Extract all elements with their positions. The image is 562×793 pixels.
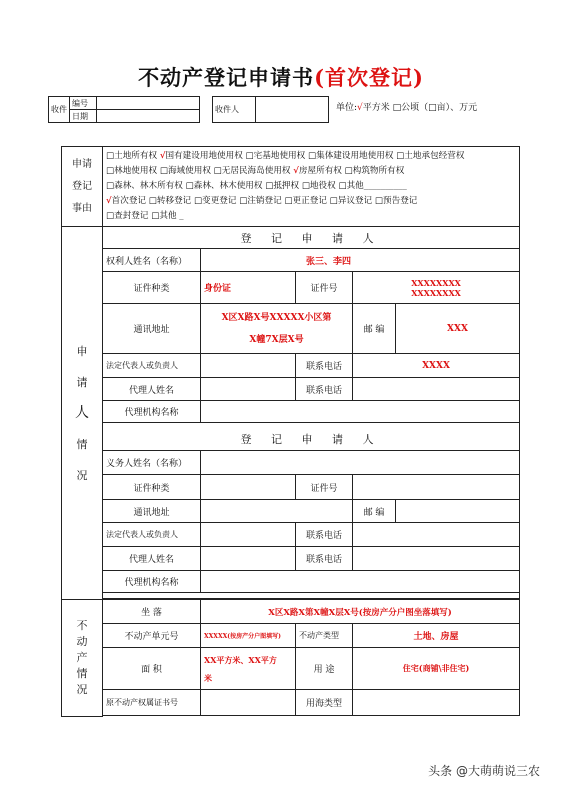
option-text: □森林、林木所有权 □森林、林木使用权 □抵押权 □地役权 □其他__________ xyxy=(106,181,407,191)
holder-phone-label: 联系电话 xyxy=(296,354,353,378)
option-text: □查封登记 □其他 _ xyxy=(106,211,184,221)
area-label: 面 积 xyxy=(103,648,201,690)
obligor-name-label: 义务人姓名（名称） xyxy=(103,451,201,475)
holder-agent-phone-field[interactable] xyxy=(353,378,520,401)
holder-agent-phone-label: 联系电话 xyxy=(296,378,353,401)
location-value[interactable]: X区X路X第X幢X层X号(按房产分户图坐落填写) xyxy=(201,600,520,624)
applicant-section-label: 申 请 人 情 况 xyxy=(62,227,103,600)
use-value[interactable]: 住宅(商铺\非住宅) xyxy=(353,648,520,690)
holder-name-value[interactable]: 张三、李四 xyxy=(201,249,520,272)
obligor-phone-label: 联系电话 xyxy=(296,523,353,547)
area-value[interactable]: XX平方米、XX平方 米 xyxy=(201,648,296,690)
number-field[interactable] xyxy=(97,97,200,110)
receiver-field[interactable] xyxy=(256,97,329,123)
date-field[interactable] xyxy=(97,110,200,123)
obligor-legal-rep-label: 法定代表人或负责人 xyxy=(103,523,201,547)
document-title: 不动产登记申请书(首次登记) xyxy=(138,65,424,90)
holder-zip-value[interactable]: XXX xyxy=(396,304,520,354)
obligor-header: 登 记 申 请 人 xyxy=(103,429,520,451)
obligor-agent-phone-field[interactable] xyxy=(353,547,520,571)
use-label: 用 途 xyxy=(296,648,353,690)
location-label: 坐 落 xyxy=(103,600,201,624)
obligor-agent-phone-label: 联系电话 xyxy=(296,547,353,571)
receipt-header xyxy=(48,96,329,123)
sea-use-field[interactable] xyxy=(353,690,520,716)
obligor-agency-label: 代理机构名称 xyxy=(103,571,201,593)
unit-selector: 单位:√平方米 □公顷（□亩）、万元 xyxy=(336,103,478,113)
obligor-id-no-field[interactable] xyxy=(353,475,520,500)
reason-line-4 xyxy=(106,194,516,209)
reason-options[interactable] xyxy=(103,147,520,227)
obligor-name-field[interactable] xyxy=(201,451,520,475)
holder-id-type-label: 证件种类 xyxy=(103,272,201,304)
unit-no-value[interactable]: XXXXX(按房产分户图填写) xyxy=(201,624,296,648)
reason-line-1 xyxy=(106,149,516,164)
holder-legal-rep-field[interactable] xyxy=(201,354,296,378)
obligor-id-type-label: 证件种类 xyxy=(103,475,201,500)
obligor-zip-field[interactable] xyxy=(396,500,520,523)
orig-cert-field[interactable] xyxy=(201,690,296,716)
check-mark: √ xyxy=(106,196,112,206)
rights-holder-header: 登 记 申 请 人 xyxy=(103,227,520,249)
obligor-agent-label: 代理人姓名 xyxy=(103,547,201,571)
sea-use-label: 用海类型 xyxy=(296,690,353,716)
holder-agent-field[interactable] xyxy=(201,378,296,401)
check-mark: √ xyxy=(293,166,299,176)
application-form xyxy=(61,146,520,717)
option-text: □土地所有权 xyxy=(106,151,160,161)
holder-phone-value[interactable]: XXXX xyxy=(353,354,520,378)
holder-address-label: 通讯地址 xyxy=(103,304,201,354)
obligor-legal-rep-field[interactable] xyxy=(201,523,296,547)
holder-zip-label: 邮 编 xyxy=(353,304,396,354)
holder-agent-label: 代理人姓名 xyxy=(103,378,201,401)
property-section-label: 不 动 产 情 况 xyxy=(62,600,103,717)
reason-line-5 xyxy=(106,209,516,224)
holder-id-no-value[interactable]: XXXXXXXX XXXXXXXX xyxy=(353,272,520,304)
holder-id-type-value[interactable]: 身份证 xyxy=(201,272,296,304)
reason-line-2 xyxy=(106,164,516,179)
holder-agency-field[interactable] xyxy=(201,401,520,423)
option-text: 国有建设用地使用权 □宅基地使用权 □集体建设用地使用权 □土地承包经营权 xyxy=(165,151,465,161)
holder-legal-rep-label: 法定代表人或负责人 xyxy=(103,354,201,378)
obligor-address-field[interactable] xyxy=(201,500,353,523)
receiver-label: 收件人 xyxy=(213,97,256,123)
obligor-agent-field[interactable] xyxy=(201,547,296,571)
option-text: 首次登记 □转移登记 □变更登记 □注销登记 □更正登记 □异议登记 □预告登记 xyxy=(111,196,418,206)
watermark-footer: 头条 @大萌萌说三农 xyxy=(428,764,540,778)
obligor-address-label: 通讯地址 xyxy=(103,500,201,523)
holder-id-no-label: 证件号 xyxy=(296,272,353,304)
obligor-zip-label: 邮 编 xyxy=(353,500,396,523)
property-type-label: 不动产类型 xyxy=(296,624,353,648)
unit-no-label: 不动产单元号 xyxy=(103,624,201,648)
obligor-phone-field[interactable] xyxy=(353,523,520,547)
orig-cert-label: 原不动产权属证书号 xyxy=(103,690,201,716)
check-mark: √ xyxy=(159,151,166,161)
holder-name-label: 权利人姓名（名称） xyxy=(103,249,201,272)
reason-label: 申请 登记 事由 xyxy=(62,147,103,227)
property-type-value[interactable]: 土地、房屋 xyxy=(353,624,520,648)
date-label: 日期 xyxy=(70,110,97,123)
reason-line-3 xyxy=(106,179,516,194)
receipt-label: 收件 xyxy=(49,97,70,123)
obligor-id-type-field[interactable] xyxy=(201,475,296,500)
holder-address-value[interactable]: X区X路X号XXXXX小区第 X幢7X层X号 xyxy=(201,304,353,354)
option-text: □林地使用权 □海域使用权 □无居民海岛使用权 xyxy=(106,166,294,176)
number-label: 编号 xyxy=(70,97,97,110)
obligor-agency-field[interactable] xyxy=(201,571,520,593)
option-text: 房屋所有权 □构筑物所有权 xyxy=(298,166,405,176)
holder-agency-label: 代理机构名称 xyxy=(103,401,201,423)
obligor-id-no-label: 证件号 xyxy=(296,475,353,500)
